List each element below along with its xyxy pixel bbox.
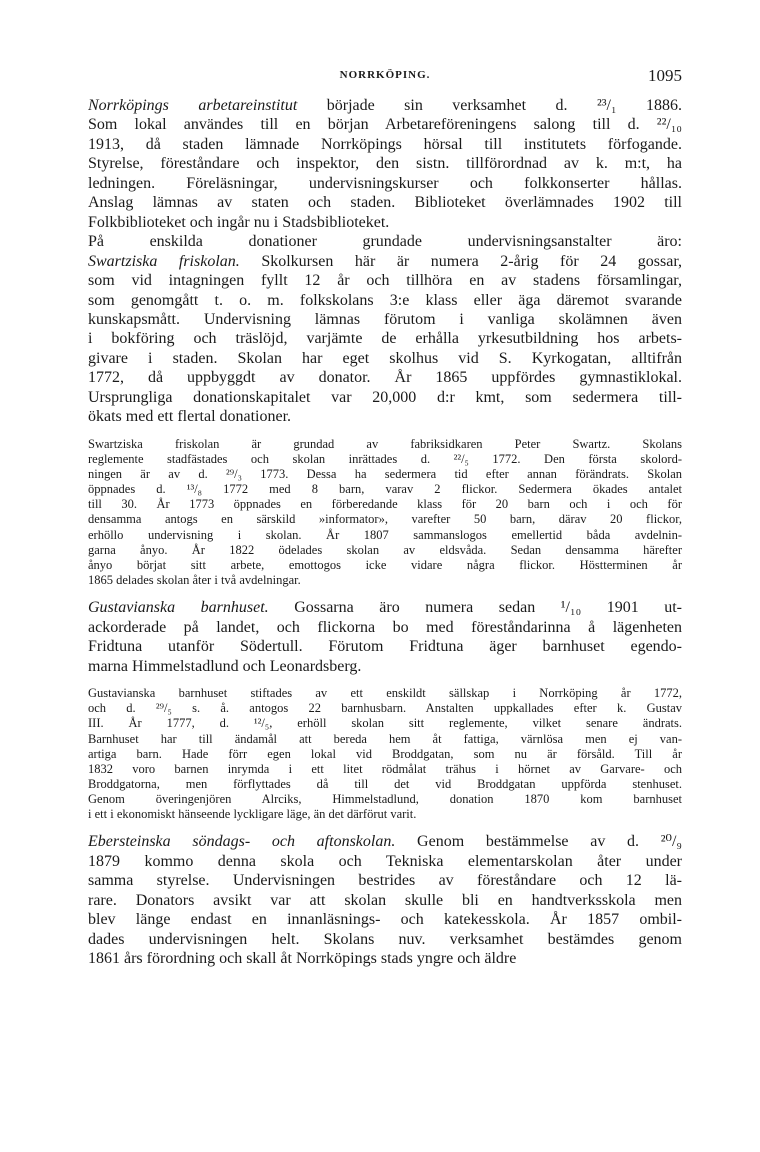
line-text: ackorderade på landet, och flickorna bo med föreståndarinna å lägenheten <box>88 618 682 636</box>
line-text: rare. Donators avsikt var att skolan skulle bli en handtverksskola men <box>88 891 682 909</box>
line-text: Skolkursen här är numera 2-årig för 24 gossar, <box>239 252 682 270</box>
text-line <box>88 154 682 173</box>
note-line: densamma antogs en särskild »informator», varefter 50 barn, därav 20 flickor, <box>88 512 682 527</box>
note-line: Broddgatorna, men förflyttades då till det vid Broddgatan uppförda stenhuset. <box>88 777 682 792</box>
note-line: Genom överingenjören Alrciks, Himmelstadlund, donation 1870 kom barnhuset <box>88 792 682 807</box>
note-line: garna ånyo. År 1822 ödelades skolan av eldsvåda. Sedan densamma härefter <box>88 542 682 557</box>
line-text: Som lokal användes till en början Arbetareföreningens salong till d. ²²/₁₀ <box>88 116 682 134</box>
note-line: Gustavianska barnhuset stiftades av ett enskildt sällskap i Norrköping år 1772, <box>88 686 682 701</box>
note-line: öppnades d. ¹³/₈ 1772 med 8 barn, varav 2 flickor. Sedermera ökades antalet <box>88 482 682 497</box>
line-text: dades undervisningen helt. Skolans nuv. verksamhet bestämdes genom <box>88 930 682 948</box>
text-line <box>88 329 682 348</box>
text-line <box>88 96 682 115</box>
line-text: ledningen. Föreläsningar, undervisningskurser och folkkonserter hållas. <box>88 174 682 192</box>
line-text: marna Himmelstadlund och Leonardsberg. <box>88 657 362 675</box>
note-gustavianska <box>88 686 682 822</box>
text-line <box>88 618 682 637</box>
line-text: givare i staden. Skolan har eget skolhus vid S. Kyrkogatan, alltifrån <box>88 349 682 367</box>
line-text: 1879 kommo denna skola och Tekniska elementarskolan åter under <box>88 852 682 870</box>
note-line: och d. ²⁹/₅ s. å. antogos 22 barnhusbarn. Anstalten uppkallades efter k. Gustav <box>88 701 682 716</box>
text-line <box>88 910 682 929</box>
note-line: i ett i ekonomiskt hänseende lyckligare läge, än det därförut varit. <box>88 807 417 822</box>
line-text: Anslag lämnas av staten och staden. Biblioteket överlämnades 1902 till <box>88 194 682 212</box>
italic-heading: Norrköpings arbetareinstitut <box>88 97 298 114</box>
line-text: Styrelse, föreståndare och inspektor, den sistn. tillförordnad av k. m:t, ha <box>88 155 682 173</box>
line-text: ökats med ett flertal donationer. <box>88 408 292 426</box>
paragraph-arbetareinstitut <box>88 96 682 232</box>
text-line <box>88 388 682 407</box>
line-text: 1913, då staden lämnade Norrköpings hörsal till institutets förfogande. <box>88 135 682 153</box>
italic-heading: Ebersteinska söndags- och aftonskolan. <box>88 833 396 851</box>
text-line <box>88 949 682 968</box>
italic-heading: Gustavianska barnhuset. <box>88 599 269 617</box>
text-line <box>88 115 682 134</box>
text-line <box>88 852 682 871</box>
italic-heading: Swartziska friskolan. <box>88 252 240 270</box>
text-line <box>88 657 682 676</box>
text-line <box>88 174 682 193</box>
line-text: På enskilda donationer grundade undervisningsanstalter äro: <box>88 233 682 251</box>
line-text: som vid intagningen fyllt 12 år och tillhöra en av stadens församlingar, <box>88 272 682 290</box>
text-line <box>88 232 682 251</box>
line-text: blev länge endast en innanläsnings- och katekesskola. År 1857 ombil- <box>88 911 682 929</box>
line-text: Fridtuna utanför Södertull. Förutom Fridtuna äger barnhuset egendo- <box>88 638 682 656</box>
text-line <box>88 310 682 329</box>
line-text: samma styrelse. Undervisningen bestrides av föreståndare och 12 lä- <box>88 872 682 890</box>
running-head: NORRKÖPING. <box>339 69 431 81</box>
note-swartziska <box>88 437 682 589</box>
line-text: Ursprungliga donationskapitalet var 20,000 d:r kmt, som sedermera till- <box>88 388 682 406</box>
paragraph-swartziska <box>88 232 682 427</box>
line-text: började sin verksamhet d. ²³/₁ 1886. <box>297 97 682 114</box>
text-line <box>88 252 682 271</box>
text-line <box>88 930 682 949</box>
note-line: Swartziska friskolan är grundad av fabriksidkaren Peter Swartz. Skolans <box>88 436 682 451</box>
paragraph-gustavianska <box>88 598 682 676</box>
note-line: ningen är av d. ²⁹/₃ 1773. Dessa ha sedermera tid efter annan förändrats. Skolan <box>88 467 682 482</box>
line-text: Folkbiblioteket och ingår nu i Stadsbiblioteket. <box>88 213 390 231</box>
body-text <box>88 96 682 969</box>
text-line <box>88 291 682 310</box>
text-line <box>88 349 682 368</box>
text-line <box>88 135 682 154</box>
text-line <box>88 193 682 212</box>
page-header <box>88 66 682 90</box>
note-line: Barnhuset har till ändamål att bereda hem åt fattiga, värnlösa men ej van- <box>88 731 682 746</box>
paragraph-ebersteinska <box>88 832 682 968</box>
note-line: erhöllo undervisning i skolan. År 1807 sammanslogos emellertid båda avdelnin- <box>88 527 682 542</box>
line-text: 1861 års förordning och skall åt Norrköpings stads yngre och äldre <box>88 950 517 968</box>
text-line <box>88 213 682 232</box>
text-line <box>88 271 682 290</box>
text-line <box>88 407 682 426</box>
line-text: Genom bestämmelse av d. ²⁰/₉ <box>395 833 682 851</box>
note-line: ånyo börjat sitt arbete, emottogos icke vidare några flickor. Höstterminen år <box>88 557 682 572</box>
text-line <box>88 871 682 890</box>
text-line <box>88 598 682 617</box>
note-line: reglemente stadfästades och skolan inrättades d. ²²/₅ 1772. Den första skolord- <box>88 451 682 466</box>
page-number: 1095 <box>648 66 682 85</box>
note-line: 1865 delades skolan åter i två avdelningar. <box>88 573 301 588</box>
line-text: som genomgått t. o. m. folkskolans 3:e klass eller äga däremot svarande <box>88 291 682 309</box>
note-line: artiga barn. Hade förr egen lokal vid Broddgatan, som nu är försåld. Till år <box>88 746 682 761</box>
note-line: 1832 voro barnen inrymda i ett litet rödmålat trähus i hörnet av Garvare- och <box>88 761 682 776</box>
line-text: Gossarna äro numera sedan ¹/₁₀ 1901 ut- <box>268 599 682 617</box>
note-line: till 30. År 1773 öppnades en förberedande klass för 20 barn och i och för <box>88 497 682 512</box>
text-line <box>88 891 682 910</box>
line-text: 1772, då uppbyggdt av donator. År 1865 uppfördes gymnastiklokal. <box>88 369 682 387</box>
line-text: kunskapsmått. Undervisning lämnas förutom i vanliga skolämnen även <box>88 310 682 328</box>
line-text: i bokföring och träslöjd, varjämte de erhålla yrkesutbildning hos arbets- <box>88 330 682 348</box>
text-line <box>88 368 682 387</box>
text-line <box>88 637 682 656</box>
text-line <box>88 832 682 851</box>
note-line: III. År 1777, d. ¹²/₅, erhöll skolan sitt reglemente, vilket senare ändrats. <box>88 716 682 731</box>
